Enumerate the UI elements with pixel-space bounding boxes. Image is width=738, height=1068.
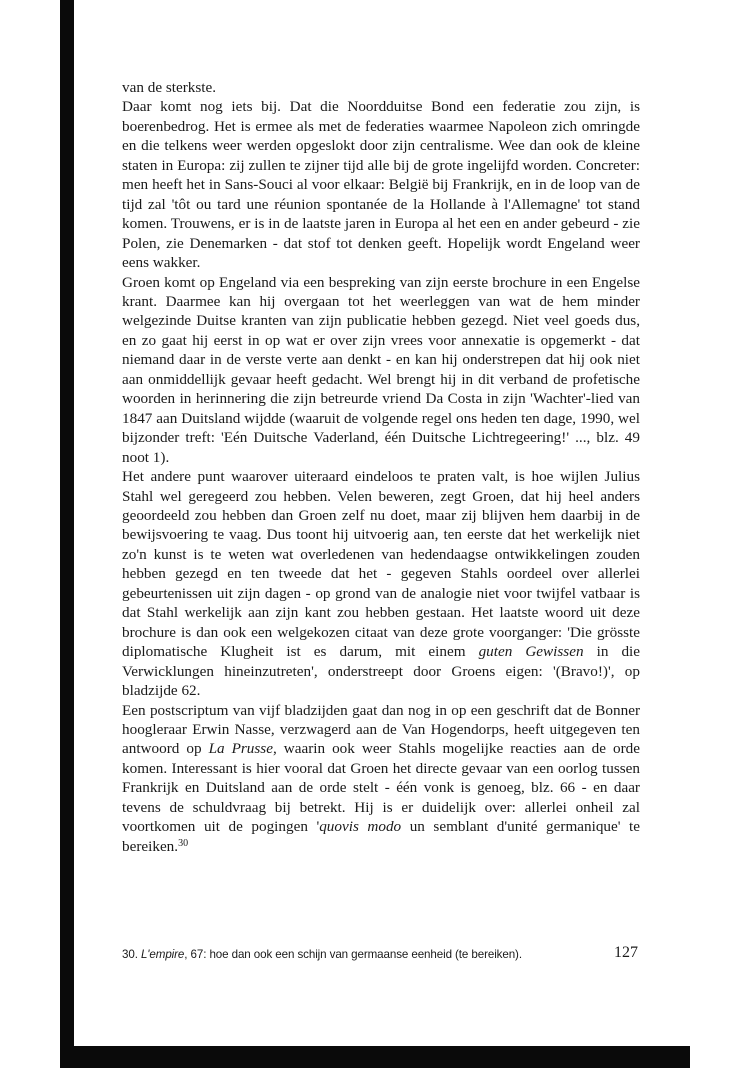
paragraph bbox=[122, 273, 640, 468]
paragraph bbox=[122, 97, 640, 272]
italic-text: La Prusse bbox=[208, 740, 273, 758]
page-number: 127 bbox=[614, 944, 638, 961]
paragraph-text: Daar komt nog iets bij. Dat die Noordduitse Bond een federatie zou zijn, is boerenbedrog. Het is ermee als met de federaties waarmee Napoleon zich omringde en die telkens weer werden opgeslokt door zijn centralisme. Wee dan ook de kleine staten in Europa: zij zullen te zijner tijd alle bij de grote ingelijfd worden. Concreter: men heeft het in Sans-Souci al voor elkaar: België bij Frankrijk, en in de loop van de tijd zal 'tôt ou tard une réunion spontanée de la Hollande à l'Allemagne' tot stand komen. Trouwens, er is in de laatste jaren in Europa al het een en ander gebeurd - zie Polen, zie Denemarken - dat stof tot denken geeft. Hopelijk wordt Engeland weer eens wakker. bbox=[122, 98, 640, 272]
scan-left-border bbox=[60, 0, 74, 1068]
paragraph-text: Groen komt op Engeland via een bespreking van zijn eerste brochure in een Engelse krant. Daarmee kan hij overgaan tot het weerleggen van wat de hem minder welgezinde Duitse kranten van zijn publicatie hebben gezegd. Niet veel goeds dus, en zo gaat hij eerst in op wat er over zijn vrees voor annexatie is opgemerkt - dat niemand daar in de verste verte aan denkt - en kan hij onderstrepen dat hij ook niet aan onmiddellijk gevaar heeft gedacht. Wel brengt hij in dit verband de profetische woorden in herinnering die zijn betreurde vriend Da Costa in zijn 'Wachter'-lied van 1847 aan Duitsland wijdde (waaruit de volgende regel ons heden ten dage, 1990, wel bijzonder treft: 'Eén Duitsche Vaderland, één Duitsche Lichtregeering!' ..., blz. 49 noot 1). bbox=[122, 273, 640, 466]
body-text bbox=[122, 78, 640, 856]
paragraph-text: van de sterkste. bbox=[122, 79, 217, 96]
paragraph bbox=[122, 78, 640, 97]
footnote-text: , 67: hoe dan ook een schijn van germaanse eenheid (te bereiken). bbox=[184, 948, 522, 961]
paragraph-text: in die Verwicklungen hineinzutreten', onderstreept door Groens eigen: '(Bravo!)', op bladzijde 62. bbox=[122, 643, 640, 700]
footnote-title: L'empire bbox=[140, 948, 185, 961]
italic-text: quovis modo bbox=[319, 818, 402, 836]
paragraph-text: un semblant d'unité germanique' te bereiken. bbox=[122, 818, 640, 855]
footnote-30 bbox=[122, 948, 572, 962]
footnote-ref: 30 bbox=[178, 837, 189, 849]
paragraph-text: , waarin ook weer Stahls mogelijke reacties aan de orde komen. Interessant is hier vooral dat Groen het directe gevaar van een oorlog tussen Frankrijk en Duitsland aan de orde stelt - één vonk is genoeg, blz. 66 - en daar tevens de schuldvraag bij betrekt. Hij is er duidelijk over: allerlei onheil zal voortkomen uit de pogingen ' bbox=[122, 740, 640, 836]
footnote-number: 30. bbox=[122, 948, 138, 961]
paragraph bbox=[122, 701, 640, 857]
italic-text: guten Gewissen bbox=[478, 643, 584, 661]
paragraph bbox=[122, 467, 640, 700]
scan-bottom-border bbox=[60, 1046, 690, 1068]
paragraph-text: Een postscriptum van vijf bladzijden gaat dan nog in op een geschrift dat de Bonner hoogleraar Erwin Nasse, verzwagerd aan de Van Hogendorps, heeft uitgegeven ten antwoord op bbox=[122, 701, 640, 758]
paragraph-text: Het andere punt waarover uiteraard eindeloos te praten valt, is hoe wijlen Julius Stahl wel geregeerd zou hebben. Velen beweren, zegt Groen, dat hij heel anders geoordeeld zou hebben dan Groen zelf nu doet, maar zij blijven hem daarbij in de bewijsvoering te vaag. Dus toont hij uitvoerig aan, ten eerste dat het werkelijk niet zo'n kunst is te weten wat overledenen van hedendaagse ontwikkelingen zouden hebben gezegd en ten tweede dat het - gegeven Stahls oordeel over allerlei gebeurtenissen uit zijn dagen - op grond van de analogie niet voor twijfel vatbaar is dat Stahl werkelijk aan zijn kant zou hebben gestaan. Het laatste woord uit deze brochure is dan ook een welgekozen citaat van deze grote voorganger: 'Die grösste diplomatische Klugheit ist es darum, mit einem bbox=[122, 468, 640, 661]
